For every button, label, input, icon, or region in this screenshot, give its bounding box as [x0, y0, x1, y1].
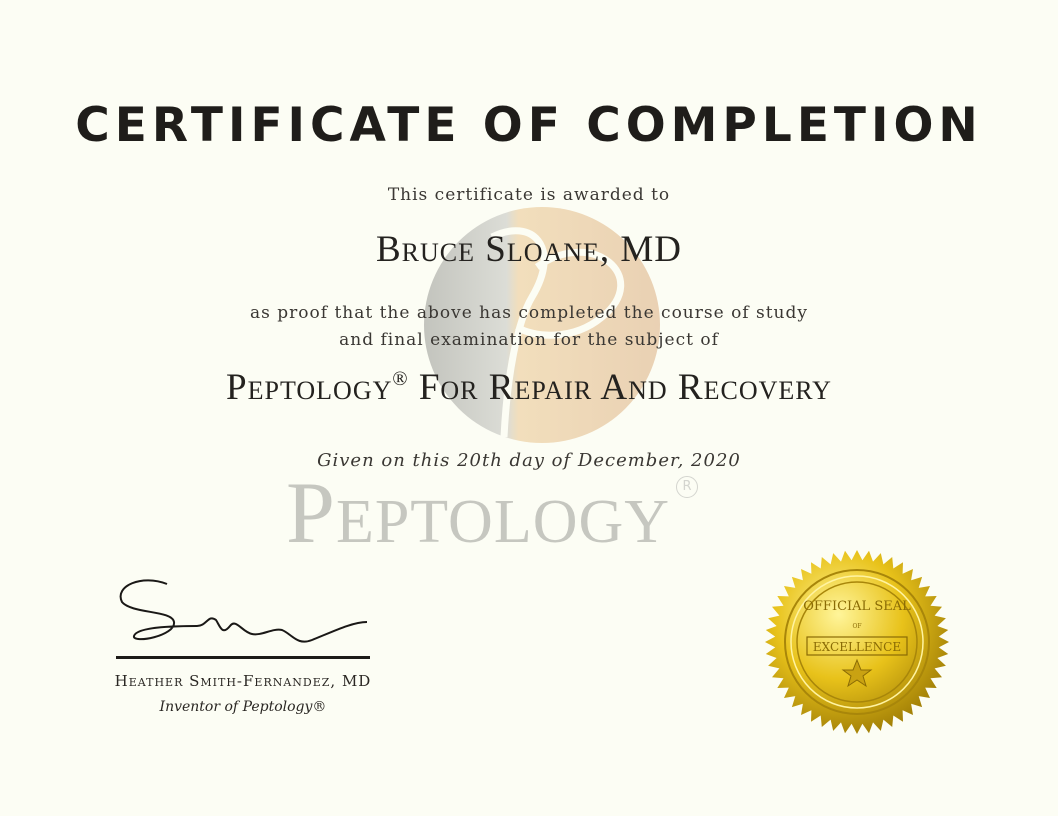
seal-text-of: OF — [852, 623, 862, 630]
recipient-name: Bruce Sloane, MD — [375, 229, 683, 270]
seal-text-top: OFFICIAL SEAL — [803, 599, 911, 614]
gold-seal-icon — [764, 546, 950, 738]
proof-text — [0, 300, 1058, 354]
course-name-rest: For Repair And Recovery — [408, 367, 832, 408]
course-name-brand: Peptology — [226, 367, 393, 408]
wordmark-registered-icon: R — [676, 476, 698, 498]
course-name — [0, 366, 1058, 409]
signer-name: Heather Smith-Fernandez, MD — [114, 672, 372, 690]
signature — [112, 574, 372, 659]
peptology-wordmark: Peptology — [286, 465, 671, 562]
certificate-title: CERTIFICATE OF COMPLETION — [75, 98, 983, 153]
signature-line — [116, 656, 370, 659]
peptology-wordmark-row — [286, 465, 698, 562]
given-date: Given on this 20th day of December, 2020 — [317, 450, 741, 471]
proof-line-1: as proof that the above has completed the course of study — [250, 303, 808, 323]
awarded-text: This certificate is awarded to — [387, 185, 671, 205]
signer-role: Inventor of Peptology® — [159, 699, 327, 715]
seal-text-banner: EXCELLENCE — [812, 640, 902, 654]
registered-mark: ® — [392, 368, 409, 390]
proof-line-2: and final examination for the subject of — [339, 330, 719, 350]
